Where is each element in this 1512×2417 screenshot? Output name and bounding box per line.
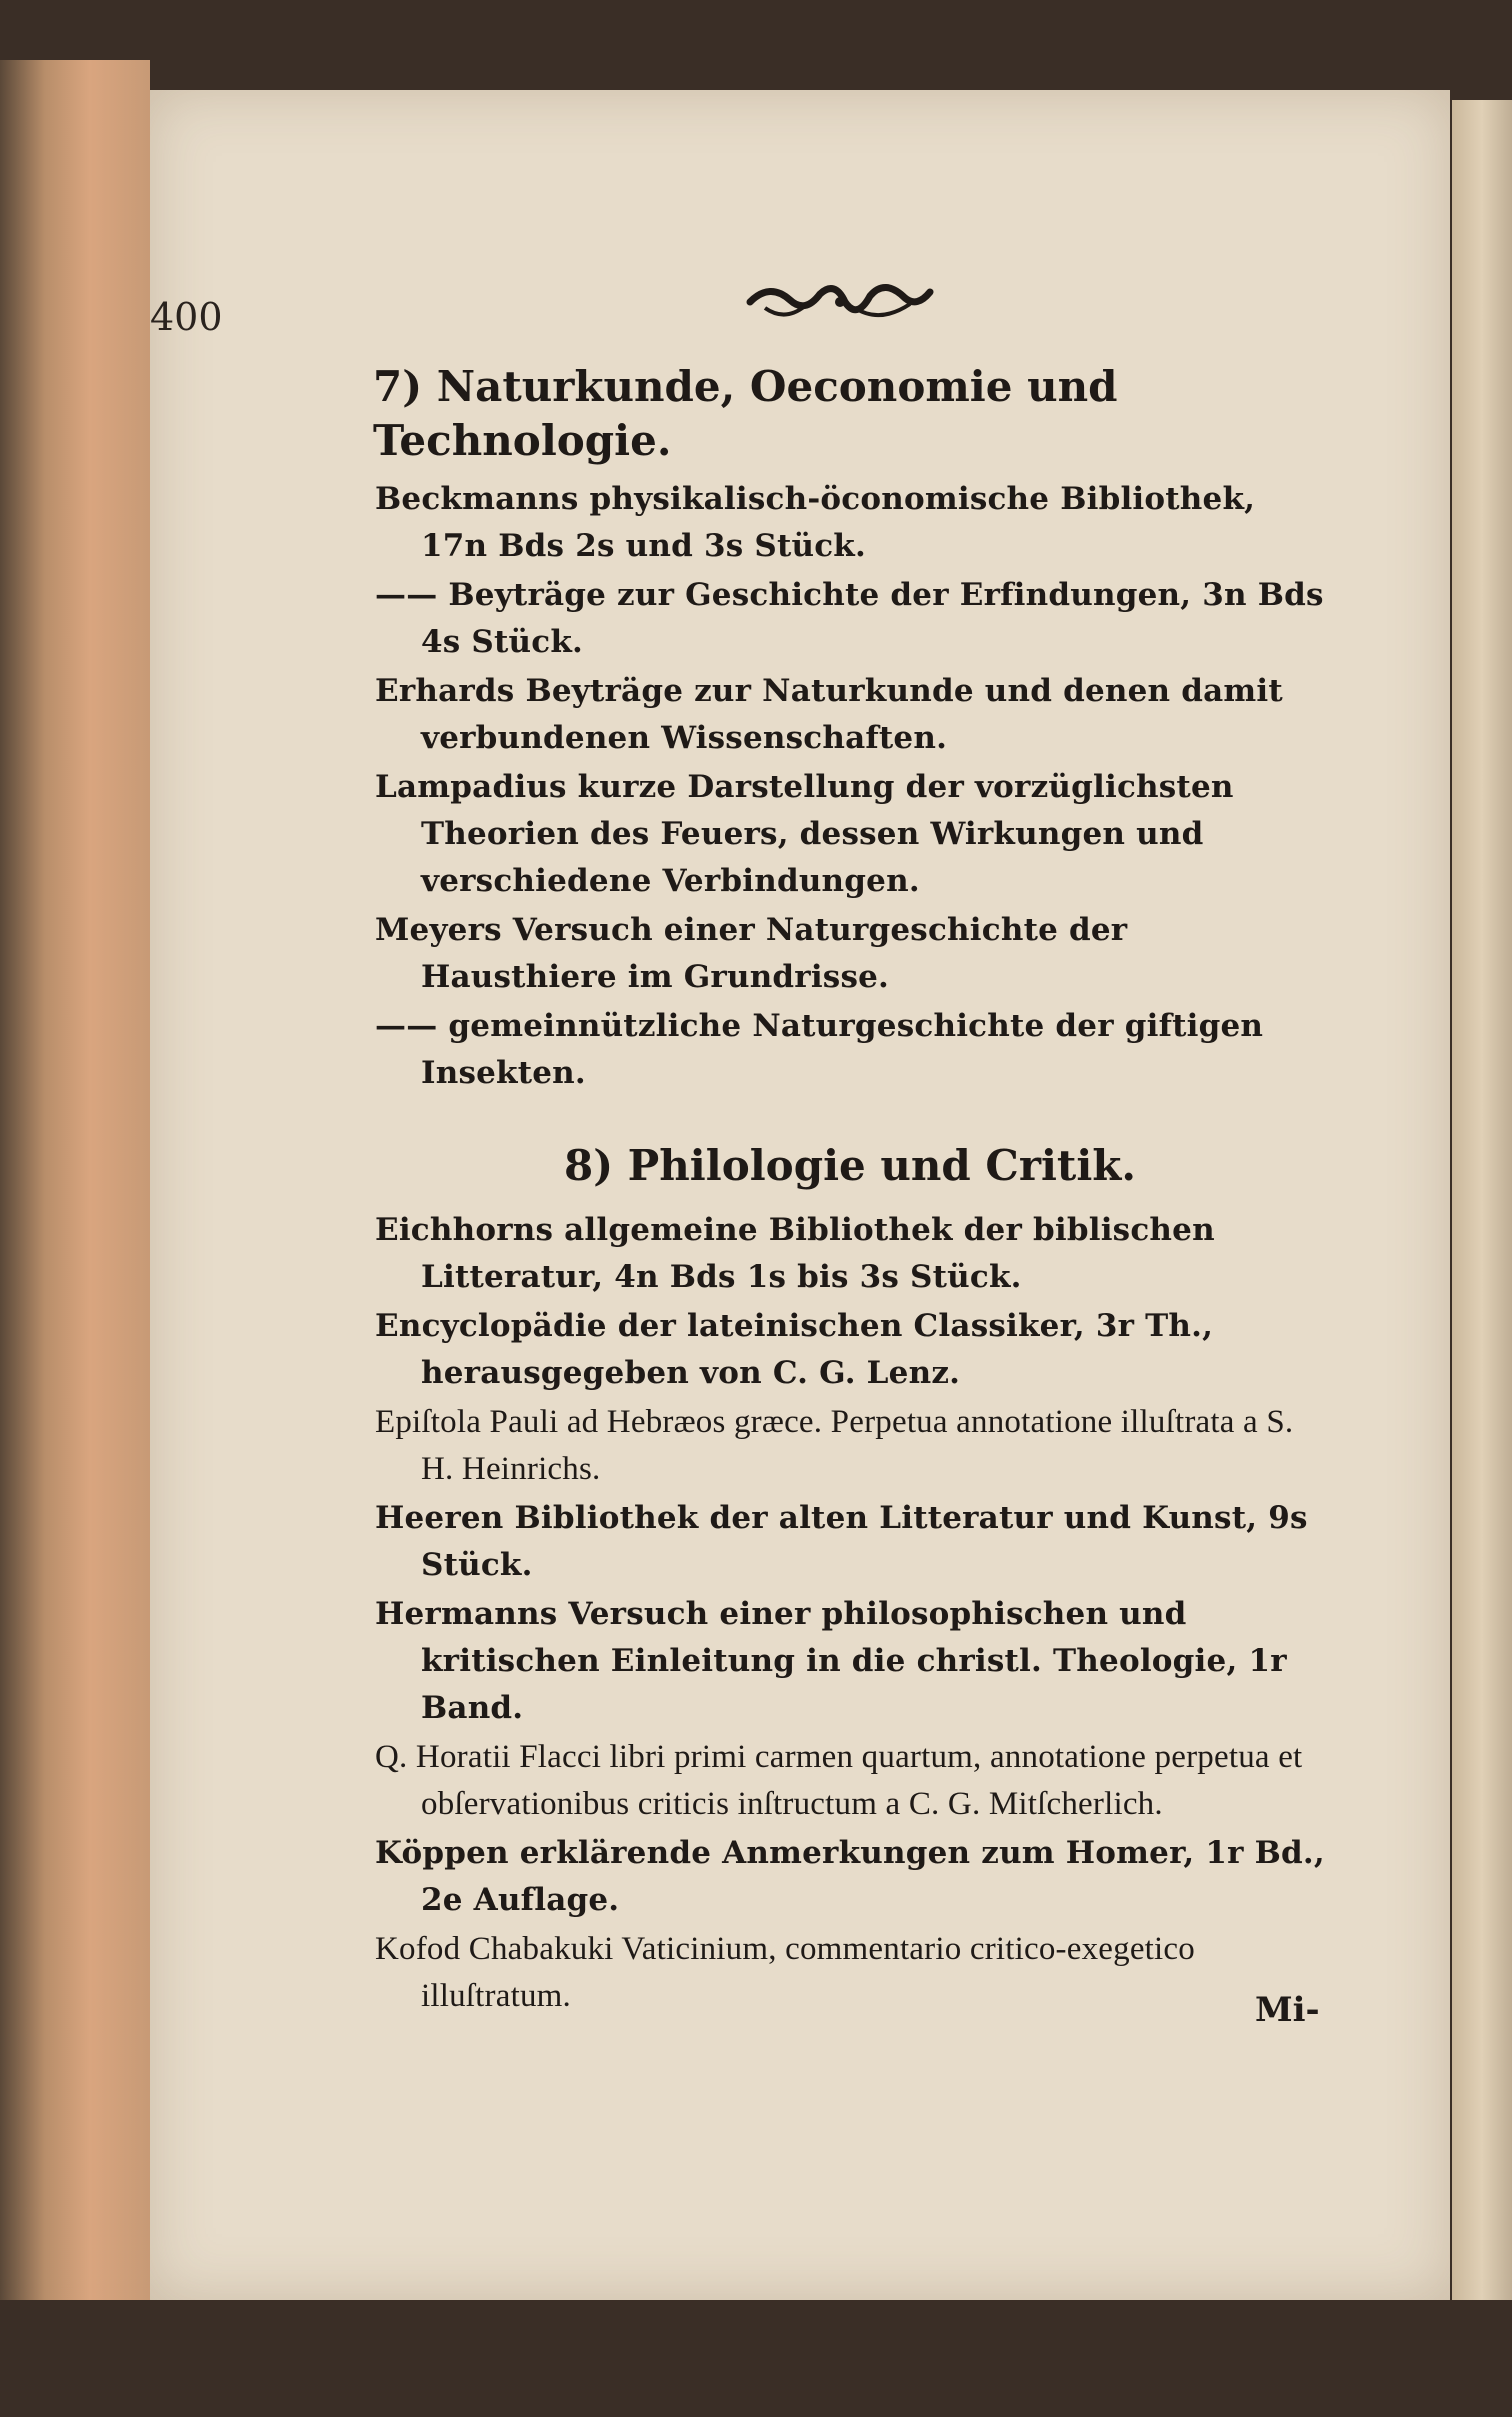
bibliography-entry: Epiſtola Pauli ad Hebræos græce. Perpetua annotatione illuſtrata a S. H. Heinrichs. [375,1404,1294,1487]
section-philologie [375,1139,1325,2020]
bibliography-entry: Eichhorns allgemeine Bibliothek der biblischen Litteratur, 4n Bds 1s bis 3s Stück. [375,1212,1215,1295]
bibliography-entry: Lampadius kurze Darstellung der vorzüglichsten Theorien des Feuers, dessen Wirkungen und verschiedene Verbindungen. [375,769,1234,899]
bibliography-entry: Beckmanns physikalisch-öconomische Bibliothek, 17n Bds 2s und 3s Stück. [375,481,1256,564]
bibliography-entry: Erhards Beyträge zur Naturkunde und denen damit verbundenen Wissenschaften. [375,673,1283,756]
page-number: 400 [150,295,223,339]
bibliography-entry: —— Beyträge zur Geschichte der Erfindungen, 3n Bds 4s Stück. [375,577,1324,660]
section-title: 7) Naturkunde, Oeconomie und Technologie. [373,362,1118,465]
book-edge-right [1452,100,1512,2300]
section-title: 8) Philologie und Critik. [563,1141,1137,1190]
bibliography-entry: —— gemeinnützliche Naturgeschichte der giftigen Insekten. [375,1008,1264,1091]
bibliography-entry: Köppen erklärende Anmerkungen zum Homer, 1r Bd., 2e Auflage. [375,1835,1325,1918]
page-content [375,360,1325,2022]
bibliography-entry: Encyclopädie der lateinischen Classiker, 3r Th., herausgegeben von C. G. Lenz. [375,1308,1214,1391]
decorative-ornament-icon [745,272,935,332]
bibliography-entry: Hermanns Versuch einer philosophischen und kritischen Einleitung in die christl. Theologie, 1r Band. [375,1596,1287,1726]
bibliography-entry: Q. Horatii Flacci libri primi carmen quartum, annotatione perpetua et obſervationibus criticis inſtructum a C. G. Mitſcherlich. [375,1739,1303,1822]
bibliography-entry: Kofod Chabakuki Vaticinium, commentario critico-exegetico illuſtratum. [375,1931,1195,2014]
bibliography-entry: Meyers Versuch einer Naturgeschichte der Hausthiere im Grundrisse. [375,912,1128,995]
bibliography-entry: Heeren Bibliothek der alten Litteratur und Kunst, 9s Stück. [375,1500,1308,1583]
catchword: Mi- [1255,1990,1320,2030]
section-naturkunde [375,360,1325,1097]
book-edge-left [0,60,150,2300]
